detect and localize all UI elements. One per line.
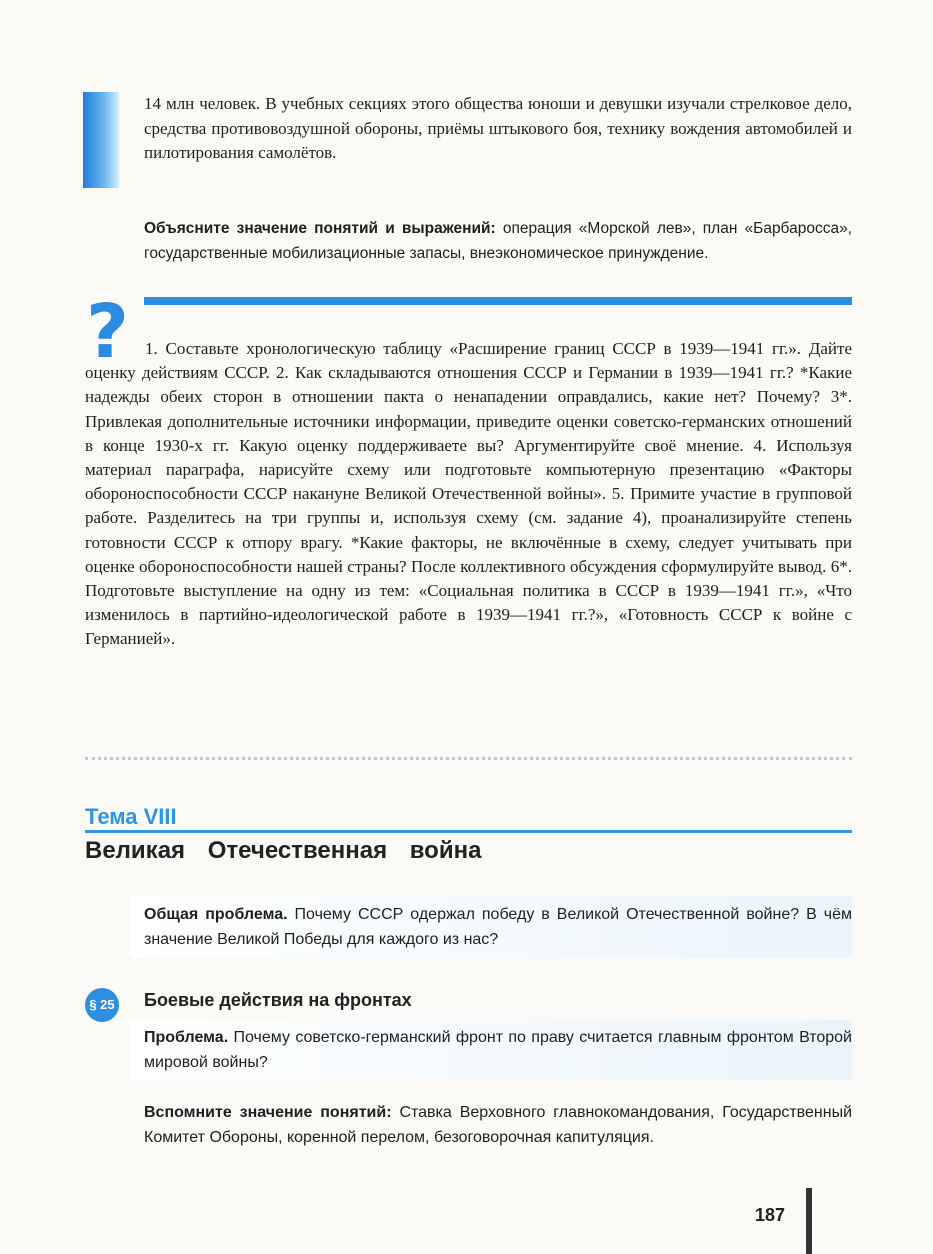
- theme-label: Тема VIII: [85, 804, 177, 829]
- section-title: Боевые действия на фронтах: [144, 990, 412, 1010]
- general-problem-text: Почему СССР одержал победу в Великой Отечественной войне? В чём значение Великой Победы для каждого из нас?: [144, 906, 852, 948]
- question-mark-icon: ?: [86, 289, 129, 375]
- concepts-label: Объясните значение понятий и выражений:: [144, 220, 496, 237]
- intro-paragraph: 14 млн человек. В учебных секциях этого общества юноши и девушки изучали стрелковое дело, средства противовоздушной обороны, приёмы штыкового боя, технику вождения автомобилей и пилотирования самолётов.: [144, 94, 852, 162]
- theme-title: Великая Отечественная война: [85, 837, 482, 864]
- concepts-paragraph: [144, 217, 852, 266]
- problem-paragraph: [144, 1026, 852, 1075]
- concepts-text: операция «Морской лев», план «Барбаросса», государственные мобилизационные запасы, внеэкономическое принуждение.: [144, 220, 852, 262]
- tasks-paragraph: 1. Составьте хронологическую таблицу «Расширение границ СССР в 1939—1941 гг.». Дайте оценку действиям СССР. 2. Как складываются отношения СССР и Германии в 1939—1941 гг.? *Какие надежды обеих сторон в отношении пакта о ненападении оправдались, какие нет? Почему? 3*. Привлекая дополнительные источники информации, приведите оценки советско-германских отношений в конце 1930-х гг. Какую оценку поддерживаете вы? Аргументируйте своё мнение. 4. Используя материал параграфа, нарисуйте схему или подготовьте компьютерную презентацию «Факторы обороноспособности СССР накануне Великой Отечественной войны». 5. Примите участие в групповой работе. Разделитесь на три группы и, используя схему (см. задание 4), проанализируйте степень готовности СССР к отпору врагу. *Какие факторы, не включённые в схему, следует учитывать при оценке обороноспособности нашей страны? После коллективного обсуждения сформулируйте вывод. 6*. Подготовьте выступление на одну из тем: «Социальная политика в СССР в 1939—1941 гг.», «Что изменилось в партийно-идеологической работе в 1939—1941 гг.?», «Готовность СССР к войне с Германией».: [85, 339, 852, 649]
- intro-side-bar: [83, 92, 119, 188]
- general-problem-paragraph: [144, 902, 852, 952]
- problem-label: Проблема.: [144, 1029, 229, 1046]
- general-problem-label: Общая проблема.: [144, 906, 288, 923]
- recall-label: Вспомните значение понятий:: [144, 1104, 392, 1121]
- blue-divider: [144, 297, 852, 305]
- page-number: 187: [755, 1205, 786, 1225]
- page-edge-bar: [806, 1188, 812, 1254]
- dotted-divider: [85, 757, 852, 760]
- recall-paragraph: [144, 1100, 852, 1150]
- recall-text: Ставка Верховного главнокомандования, Государственный Комитет Обороны, коренной перелом, безоговорочная капитуляция.: [144, 1104, 852, 1146]
- problem-text: Почему советско-германский фронт по праву считается главным фронтом Второй мировой войны?: [144, 1029, 852, 1071]
- section-badge: § 25: [85, 988, 119, 1022]
- theme-divider: [85, 830, 852, 833]
